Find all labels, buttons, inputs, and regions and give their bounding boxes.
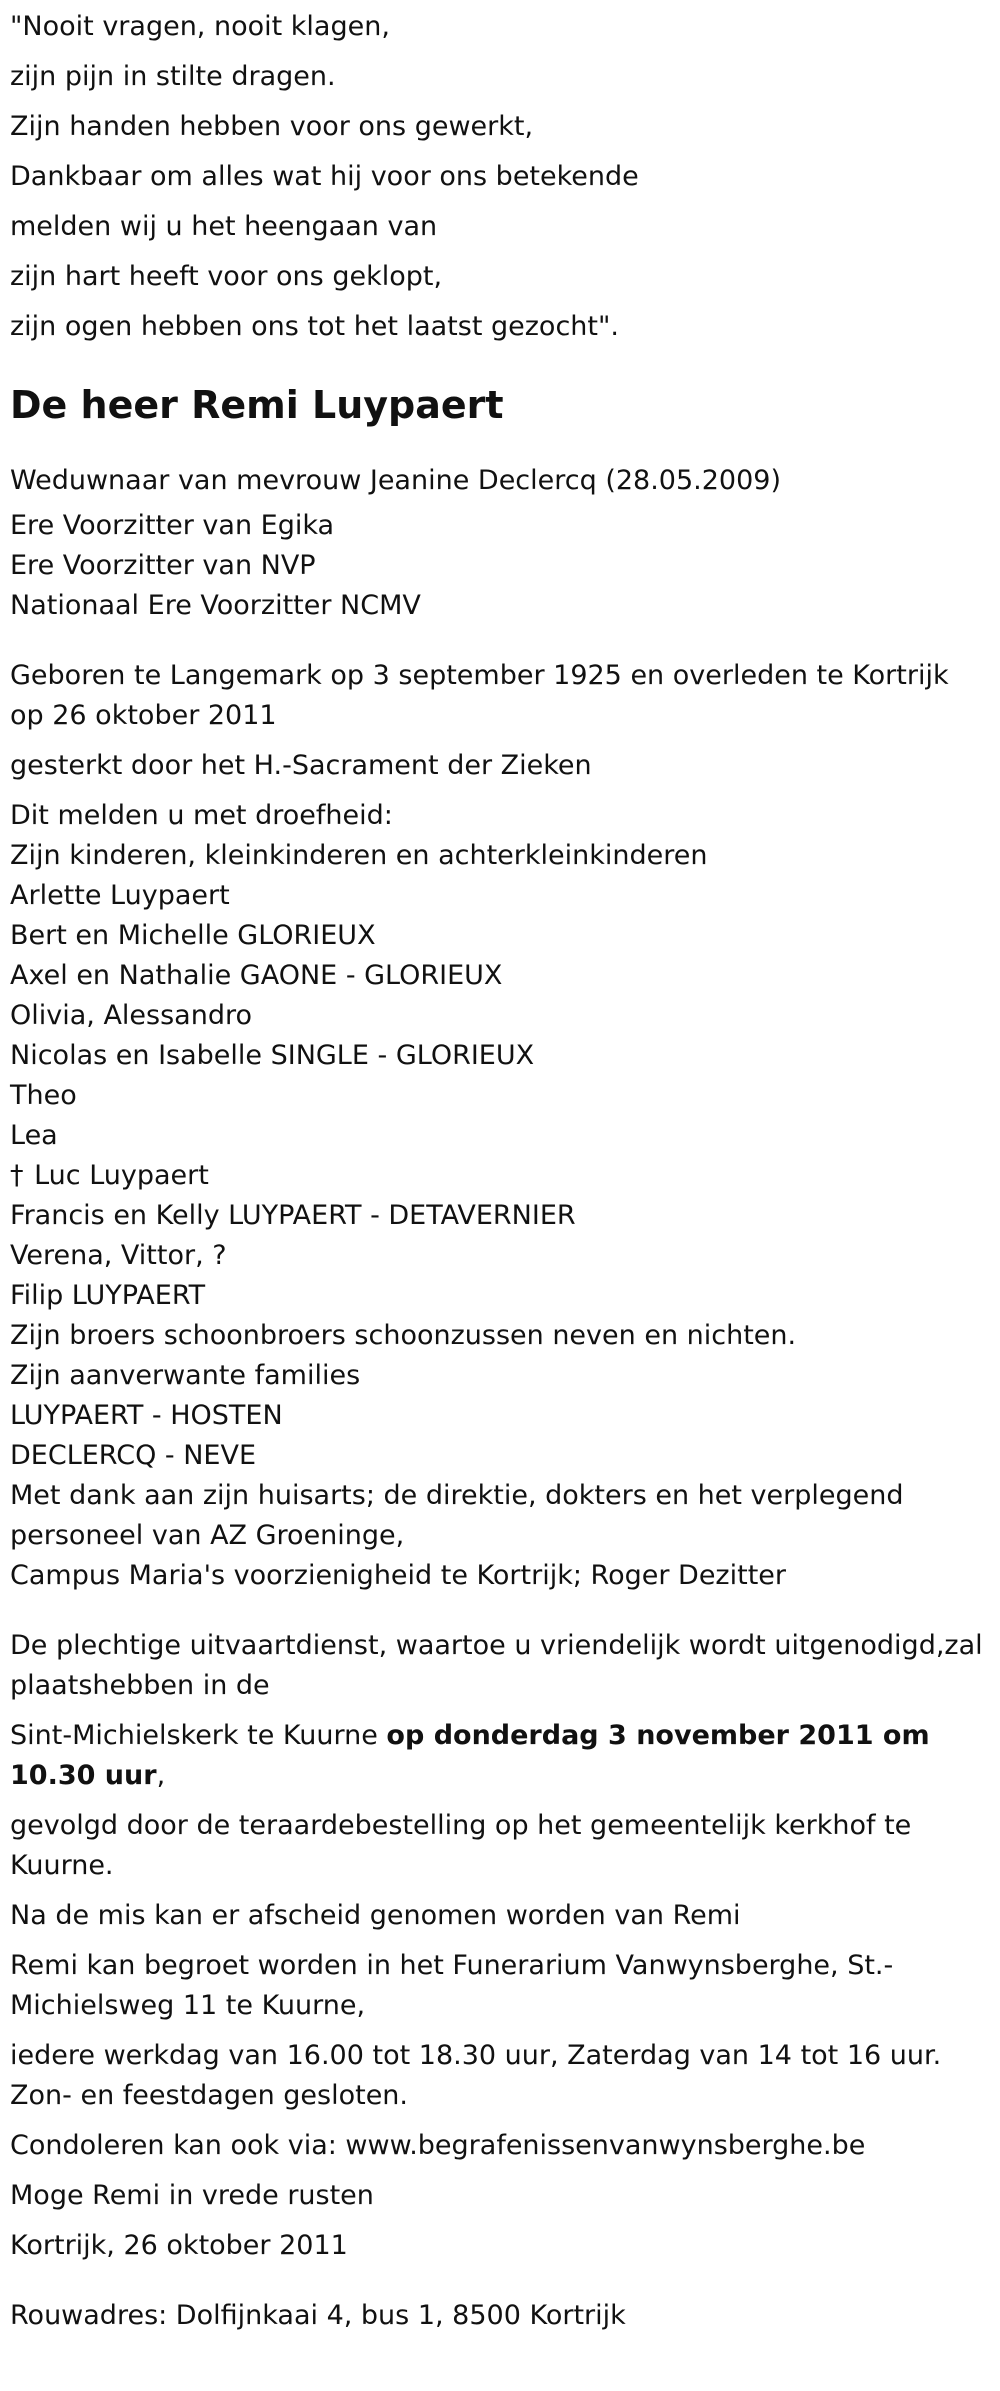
poem-line: "Nooit vragen, nooit klagen,	[10, 11, 390, 42]
farewell-line: Na de mis kan er afscheid genomen worden van Remi	[10, 1900, 741, 1931]
poem-line: zijn hart heeft voor ons geklopt,	[10, 261, 443, 292]
family-line: LUYPAERT - HOSTEN	[10, 1400, 283, 1431]
funerarium-line: Remi kan begroet worden in het Funerarium Vanwynsberghe, St.-Michielsweg 11 te Kuurne,	[10, 1950, 894, 2021]
family-line: DECLERCQ - NEVE	[10, 1440, 257, 1471]
poem-line: zijn ogen hebben ons tot het laatst gezocht".	[10, 311, 619, 342]
thanks-text-continued: Campus Maria's voorzienigheid te Kortrijk; Roger Dezitter	[10, 1560, 786, 1591]
family-line: Lea	[10, 1120, 58, 1151]
children-header: Zijn kinderen, kleinkinderen en achterkleinkinderen	[10, 840, 708, 871]
deceased-child-line	[10, 1156, 990, 1196]
mourning-address: Rouwadres: Dolfijnkaai 4, bus 1, 8500 Kortrijk	[10, 2300, 626, 2331]
announcement-intro: Dit melden u met droefheid:	[10, 800, 393, 831]
poem-line: zijn pijn in stilte dragen.	[10, 61, 336, 92]
sacrament-line: gesterkt door het H.-Sacrament der Zieken	[10, 750, 592, 781]
service-intro: De plechtige uitvaartdienst, waartoe u vriendelijk wordt uitgenodigd,zal plaatshebben in de	[10, 1630, 983, 1701]
deceased-child-name: Luc Luypaert	[34, 1160, 209, 1191]
widower-line: Weduwnaar van mevrouw Jeanine Declercq (28.05.2009)	[10, 465, 781, 496]
family-line: Axel en Nathalie GAONE - GLORIEUX	[10, 960, 503, 991]
service-comma: ,	[156, 1760, 166, 1791]
service-details	[10, 1716, 990, 1796]
service-location: Sint-Michielskerk te Kuurne	[10, 1720, 387, 1751]
family-line: Zijn broers schoonbroers schoonzussen neven en nichten.	[10, 1320, 797, 1351]
cross-icon: †	[10, 1160, 24, 1191]
family-line: Theo	[10, 1080, 77, 1111]
title-line: Ere Voorzitter van Egika	[10, 510, 335, 541]
rest-in-peace: Moge Remi in vrede rusten	[10, 2180, 374, 2211]
title-line: Nationaal Ere Voorzitter NCMV	[10, 590, 421, 621]
poem	[10, 0, 990, 352]
family-line: Zijn aanverwante families	[10, 1360, 361, 1391]
family-line: Arlette Luypaert	[10, 880, 230, 911]
titles-block	[10, 456, 990, 626]
service-datetime: op donderdag 3 november 2011 om 10.30 uur	[10, 1720, 930, 1791]
family-list	[10, 796, 990, 1476]
condolences-line: Condoleren kan ook via: www.begrafenissenvanwynsberghe.be	[10, 2130, 866, 2161]
family-line: Francis en Kelly LUYPAERT - DETAVERNIER	[10, 1200, 576, 1231]
family-line: Verena, Vittor, ?	[10, 1240, 227, 1271]
deceased-name: De heer Remi Luypaert	[10, 383, 504, 427]
family-line: Nicolas en Isabelle SINGLE - GLORIEUX	[10, 1040, 535, 1071]
visiting-hours: iedere werkdag van 16.00 tot 18.30 uur, Zaterdag van 14 tot 16 uur. Zon- en feestdagen gesloten.	[10, 2040, 942, 2111]
place-date: Kortrijk, 26 oktober 2011	[10, 2230, 348, 2261]
birth-death: Geboren te Langemark op 3 september 1925 en overleden te Kortrijk op 26 oktober 2011	[10, 660, 949, 731]
family-line: Olivia, Alessandro	[10, 1000, 252, 1031]
poem-line: melden wij u het heengaan van	[10, 211, 438, 242]
poem-line: Zijn handen hebben voor ons gewerkt,	[10, 111, 534, 142]
burial-line: gevolgd door de teraardebestelling op het gemeentelijk kerkhof te Kuurne.	[10, 1810, 912, 1881]
thanks-text: Met dank aan zijn huisarts; de direktie, dokters en het verplegend personeel van AZ Groeninge,	[10, 1480, 904, 1551]
family-line: Filip LUYPAERT	[10, 1280, 206, 1311]
title-line: Ere Voorzitter van NVP	[10, 550, 316, 581]
poem-line: Dankbaar om alles wat hij voor ons betekende	[10, 161, 639, 192]
family-line: Bert en Michelle GLORIEUX	[10, 920, 376, 951]
